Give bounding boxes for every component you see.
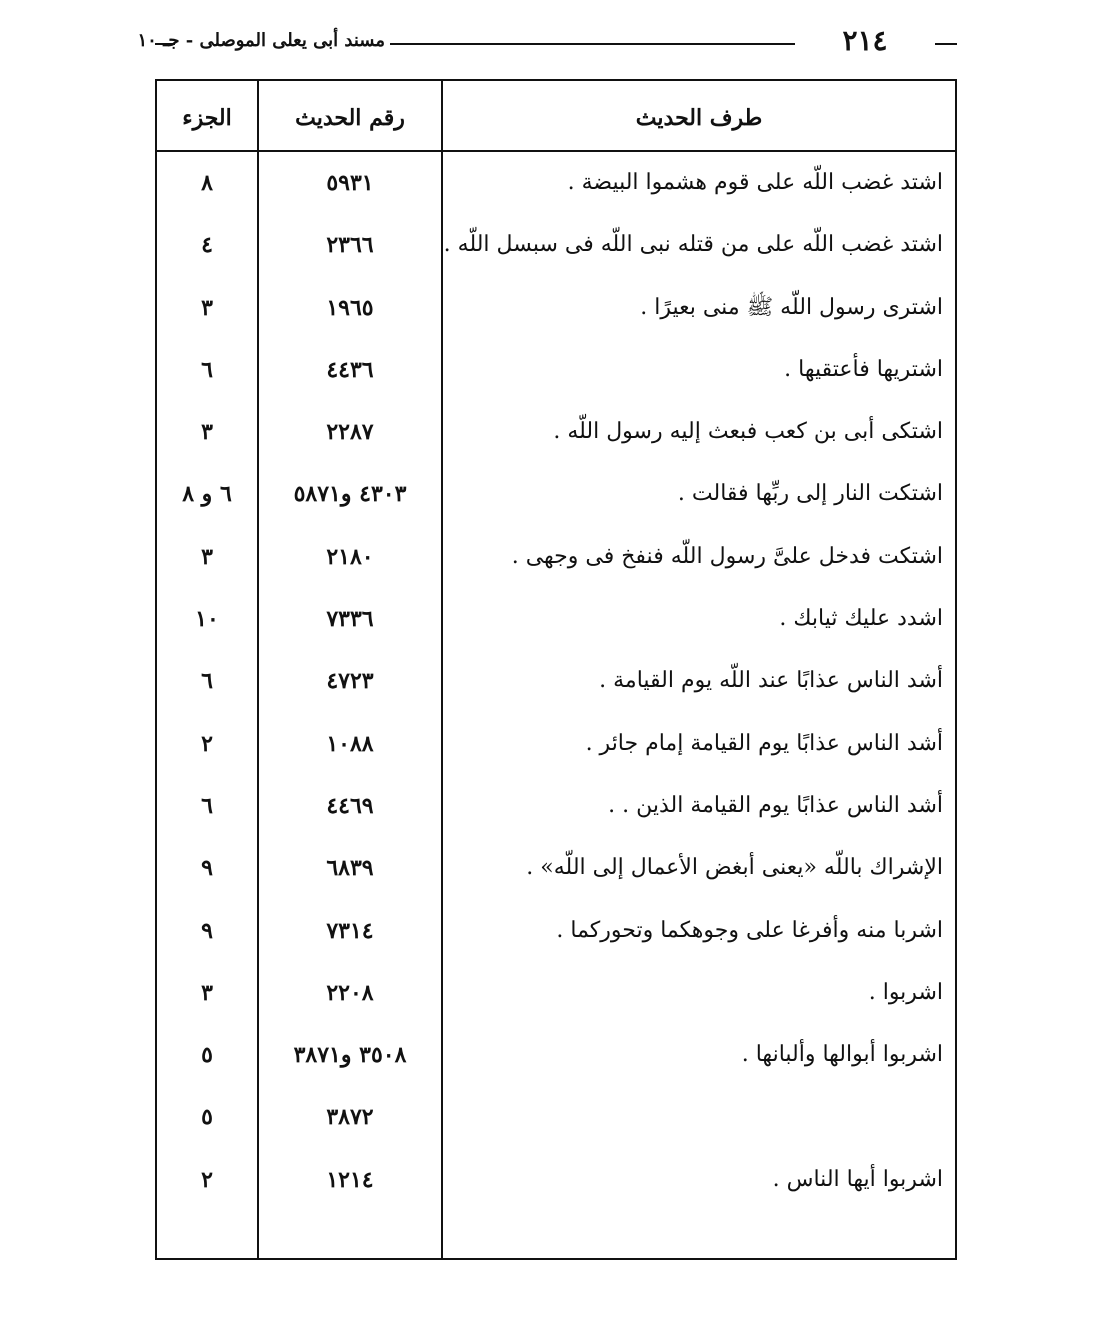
hadith-index-table xyxy=(155,79,957,1260)
hadith-number-cell: ٤٤٣٦ xyxy=(326,356,374,383)
hadith-number-cell: ١٢١٤ xyxy=(326,1166,374,1193)
hadith-number-cell: ٤٣٠٣ و٥٨٧١ xyxy=(293,481,407,508)
hadith-number-cell: ١٩٦٥ xyxy=(326,294,374,321)
hadith-text-cell xyxy=(443,1086,955,1148)
hadith-part-cell: ١٠ xyxy=(195,606,219,633)
hadith-number-cell: ٢٢٨٧ xyxy=(326,419,374,446)
table-row xyxy=(157,152,955,214)
table-row xyxy=(157,962,955,1024)
hadith-text-cell: الإشراك باللّه «يعنى أبغض الأعمال إلى اللّه» . xyxy=(526,855,943,881)
hadith-text-cell: اشدد عليك ثيابك . xyxy=(779,606,943,632)
hadith-number-cell: ٧٣٣٦ xyxy=(326,606,374,633)
table-row xyxy=(157,1149,955,1211)
hadith-part-cell: ٤ xyxy=(201,232,213,259)
hadith-text-cell: أشد الناس عذابًا يوم القيامة إمام جائر . xyxy=(585,730,943,756)
hadith-part-cell: ٦ xyxy=(201,668,213,695)
hadith-part-cell: ٢ xyxy=(201,1166,213,1193)
hadith-number-cell: ٢٣٦٦ xyxy=(326,232,374,259)
page-number: ٢١٤ xyxy=(842,24,888,57)
table-body xyxy=(157,152,955,1211)
hadith-number-cell: ٣٥٠٨ و٣٨٧١ xyxy=(293,1042,407,1069)
hadith-number-cell: ٢١٨٠ xyxy=(326,543,374,570)
hadith-part-cell: ٩ xyxy=(201,855,213,882)
column-header-part: الجزء xyxy=(182,105,232,131)
hadith-part-cell: ٥ xyxy=(201,1042,213,1069)
header-rule-right xyxy=(935,43,957,45)
column-header-text: طرف الحديث xyxy=(635,105,763,131)
hadith-text-cell: اشتكت النار إلى ربِّها فقالت . xyxy=(677,481,943,507)
hadith-part-cell: ٣ xyxy=(201,543,213,570)
table-row xyxy=(157,713,955,775)
hadith-text-cell: أشد الناس عذابًا عند اللّه يوم القيامة . xyxy=(599,668,943,694)
hadith-part-cell: ٣ xyxy=(201,419,213,446)
hadith-text-cell: اشتد غضب اللّه على قوم هشموا البيضة . xyxy=(567,170,943,195)
hadith-part-cell: ٦ و ٨ xyxy=(182,481,232,508)
hadith-text-cell: اشتد غضب اللّه على من قتله نبى اللّه فى سبسل اللّه . xyxy=(443,232,943,258)
table-row xyxy=(157,463,955,525)
hadith-number-cell: ٦٨٣٩ xyxy=(326,855,374,882)
hadith-part-cell: ٩ xyxy=(201,917,213,944)
hadith-number-cell: ١٠٨٨ xyxy=(326,730,374,757)
header-rule-middle xyxy=(390,43,795,45)
page-header xyxy=(137,22,957,62)
hadith-part-cell: ٢ xyxy=(201,730,213,757)
table-row xyxy=(157,1086,955,1148)
hadith-number-cell: ٤٤٦٩ xyxy=(326,792,374,819)
column-header-number: رقم الحديث xyxy=(295,105,405,131)
hadith-text-cell: اشتكى أبى بن كعب فبعث إليه رسول اللّه . xyxy=(553,419,943,445)
hadith-text-cell: اشتريها فأعتقيها . xyxy=(784,356,943,382)
table-row xyxy=(157,650,955,712)
table-row xyxy=(157,214,955,276)
hadith-part-cell: ٨ xyxy=(201,170,213,196)
hadith-number-cell: ٢٢٠٨ xyxy=(326,979,374,1006)
hadith-text-cell: اشربوا أيها الناس . xyxy=(772,1166,943,1192)
hadith-text-cell: اشربا منه وأفرغا على وجوهكما وتحوركما . xyxy=(556,917,943,943)
table-row xyxy=(157,1024,955,1086)
table-row xyxy=(157,277,955,339)
hadith-number-cell: ٣٨٧٢ xyxy=(326,1104,374,1131)
hadith-text-cell: أشد الناس عذابًا يوم القيامة الذين . . xyxy=(608,792,943,818)
hadith-number-cell: ٤٧٢٣ xyxy=(326,668,374,695)
hadith-text-cell: اشربوا . xyxy=(868,979,943,1005)
table-row xyxy=(157,900,955,962)
book-title: مسند أبى يعلى الموصلى - جـ ١٠ xyxy=(137,30,385,51)
hadith-text-cell: اشتكت فدخل علىَّ رسول اللّه فنفخ فى وجهى . xyxy=(511,543,943,569)
hadith-part-cell: ٣ xyxy=(201,294,213,321)
table-row xyxy=(157,588,955,650)
table-row xyxy=(157,401,955,463)
hadith-number-cell: ٥٩٣١ xyxy=(326,170,374,196)
hadith-part-cell: ٦ xyxy=(201,792,213,819)
table-row xyxy=(157,775,955,837)
hadith-number-cell: ٧٣١٤ xyxy=(326,917,374,944)
hadith-text-cell: اشترى رسول اللّه ﷺ منى بعيرًا . xyxy=(640,294,943,320)
table-row xyxy=(157,837,955,899)
table-row xyxy=(157,526,955,588)
table-row xyxy=(157,339,955,401)
hadith-part-cell: ٥ xyxy=(201,1104,213,1131)
hadith-text-cell: اشربوا أبوالها وألبانها . xyxy=(741,1042,943,1068)
hadith-part-cell: ٦ xyxy=(201,356,213,383)
hadith-part-cell: ٣ xyxy=(201,979,213,1006)
